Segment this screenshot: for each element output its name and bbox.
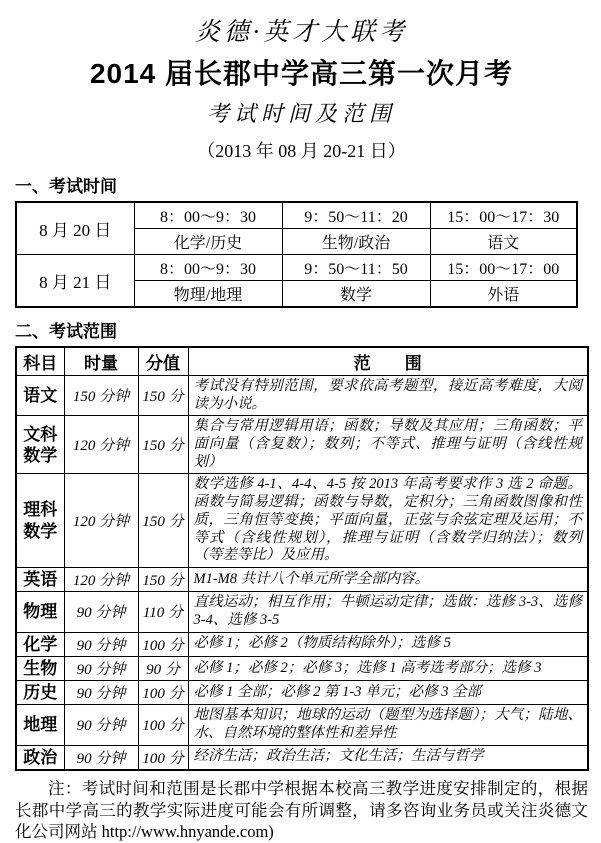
- scope-score: 100 分: [138, 705, 188, 745]
- scope-duration: 90 分钟: [64, 592, 138, 632]
- scope-column-header: 时量: [64, 347, 138, 376]
- scope-duration: 90 分钟: [64, 745, 138, 770]
- scope-duration: 150 分钟: [64, 376, 138, 416]
- scope-score: 100 分: [138, 681, 188, 705]
- website-url: http://www.hnyande.com: [101, 822, 269, 842]
- exam-date: 8 月 21 日: [16, 255, 134, 308]
- scope-score: 110 分: [138, 592, 188, 632]
- scope-duration: 120 分钟: [64, 416, 138, 474]
- scope-duration: 90 分钟: [64, 705, 138, 745]
- page-title: 2014 届长郡中学高三第一次月考: [89, 58, 514, 89]
- exam-time: 9：50～11：50: [282, 255, 430, 281]
- scope-subject: 化学: [16, 632, 64, 656]
- exam-time: 8：00～9：30: [134, 202, 282, 229]
- exam-subject: 语文: [430, 229, 577, 255]
- scope-range: 必修 1；必修 2；必修 3；选修 1 高考选考部分；选修 3: [188, 656, 588, 680]
- scope-subject: 物理: [16, 592, 64, 632]
- scope-duration: 120 分钟: [64, 474, 138, 567]
- exam-scope-table: [15, 346, 589, 771]
- scope-subject: 英语: [16, 567, 64, 591]
- scope-score: 150 分: [138, 376, 188, 416]
- scope-row: [16, 632, 588, 656]
- scope-row: [16, 745, 588, 770]
- scope-column-header: 分值: [138, 347, 188, 376]
- exam-subject: 数学: [282, 281, 430, 308]
- scope-subject: 生物: [16, 656, 64, 680]
- exam-schedule-table: [15, 201, 578, 308]
- scope-header-row: [16, 347, 588, 376]
- section-heading-exam-scope: 二、考试范围: [15, 322, 117, 341]
- exam-time: 8：00～9：30: [134, 255, 282, 281]
- scope-score: 150 分: [138, 567, 188, 591]
- scope-row: [16, 567, 588, 591]
- exam-subject: 生物/政治: [282, 229, 430, 255]
- exam-date-line: （2013 年 08 月 20-21 日）: [197, 141, 406, 161]
- exam-time: 15：00～17：30: [430, 202, 577, 229]
- scope-subject: 理科数学: [16, 474, 64, 567]
- exam-time: 15：00～17：00: [430, 255, 577, 281]
- scope-range: 必修 1 全部；必修 2 第 1-3 单元；必修 3 全部: [188, 681, 588, 705]
- exam-subject: 外语: [430, 281, 577, 308]
- scope-range: 数学选修 4-1、4-4、4-5 按 2013 年高考要求作 3 选 2 命题。函数与简易逻辑；函数与导数，定积分；三角函数图像和性质，三角恒等变换；平面向量，正弦与余弦定理及运用；不等式（含线性规划），推理与证明（含数学归纳法）；数列（等差等比）及应用。: [188, 474, 588, 567]
- scope-range: 直线运动；相互作用；牛顿运动定律；选做：选修 3-3、选修 3-4、选修 3-5: [188, 592, 588, 632]
- scope-score: 100 分: [138, 745, 188, 770]
- exam-subject: 物理/地理: [134, 281, 282, 308]
- schedule-time-row: [16, 202, 577, 229]
- scope-range: 考试没有特别范围，要求依高考题型，接近高考难度，大阅读为小说。: [188, 376, 588, 416]
- footer-note: [15, 778, 588, 843]
- footer-note-text: 注：考试时间和范围是长郡中学根据本校高三教学进度安排制定的，根据长郡中学高三的教学实际进度可能会有所调整，请多咨询业务员或关注炎德文化公司网站: [15, 778, 588, 842]
- scope-row: [16, 656, 588, 680]
- schedule-time-row: [16, 255, 577, 281]
- scope-subject: 文科数学: [16, 416, 64, 474]
- scope-range: 地图基本知识；地球的运动（题型为选择题）；大气；陆地、水、自然环境的整体性和差异性: [188, 705, 588, 745]
- scope-subject: 政治: [16, 745, 64, 770]
- scope-row: [16, 376, 588, 416]
- document-header: [15, 12, 588, 163]
- exam-date: 8 月 20 日: [16, 202, 134, 255]
- scope-row: [16, 416, 588, 474]
- scope-subject: 历史: [16, 681, 64, 705]
- scope-range: 经济生活；政治生活；文化生活；生活与哲学: [188, 745, 588, 770]
- scope-score: 150 分: [138, 474, 188, 567]
- footer-note-suffix: ): [268, 822, 274, 842]
- scope-score: 90 分: [138, 656, 188, 680]
- exam-subject: 化学/历史: [134, 229, 282, 255]
- scope-row: [16, 705, 588, 745]
- exam-time: 9：50～11：20: [282, 202, 430, 229]
- scope-row: [16, 474, 588, 567]
- scope-duration: 120 分钟: [64, 567, 138, 591]
- scope-duration: 90 分钟: [64, 656, 138, 680]
- brand-title: 炎德·英才大联考: [194, 19, 409, 46]
- scope-subject: 语文: [16, 376, 64, 416]
- scope-range: 必修 1；必修 2（物质结构除外）；选修 5: [188, 632, 588, 656]
- scope-score: 100 分: [138, 632, 188, 656]
- scope-range: 集合与常用逻辑用语；函数；导数及其应用；三角函数；平面向量（含复数）；数列；不等式、推理与证明（含线性规划）: [188, 416, 588, 474]
- scope-subject: 地理: [16, 705, 64, 745]
- scope-column-header: 科目: [16, 347, 64, 376]
- section-heading-exam-time: 一、考试时间: [15, 177, 117, 196]
- page-subtitle: 考试时间及范围: [206, 101, 396, 126]
- scope-duration: 90 分钟: [64, 681, 138, 705]
- scope-duration: 90 分钟: [64, 632, 138, 656]
- scope-row: [16, 681, 588, 705]
- scope-range: M1-M8 共计八个单元所学全部内容。: [188, 567, 588, 591]
- scope-score: 150 分: [138, 416, 188, 474]
- scope-column-header: 范 围: [188, 347, 588, 376]
- scope-row: [16, 592, 588, 632]
